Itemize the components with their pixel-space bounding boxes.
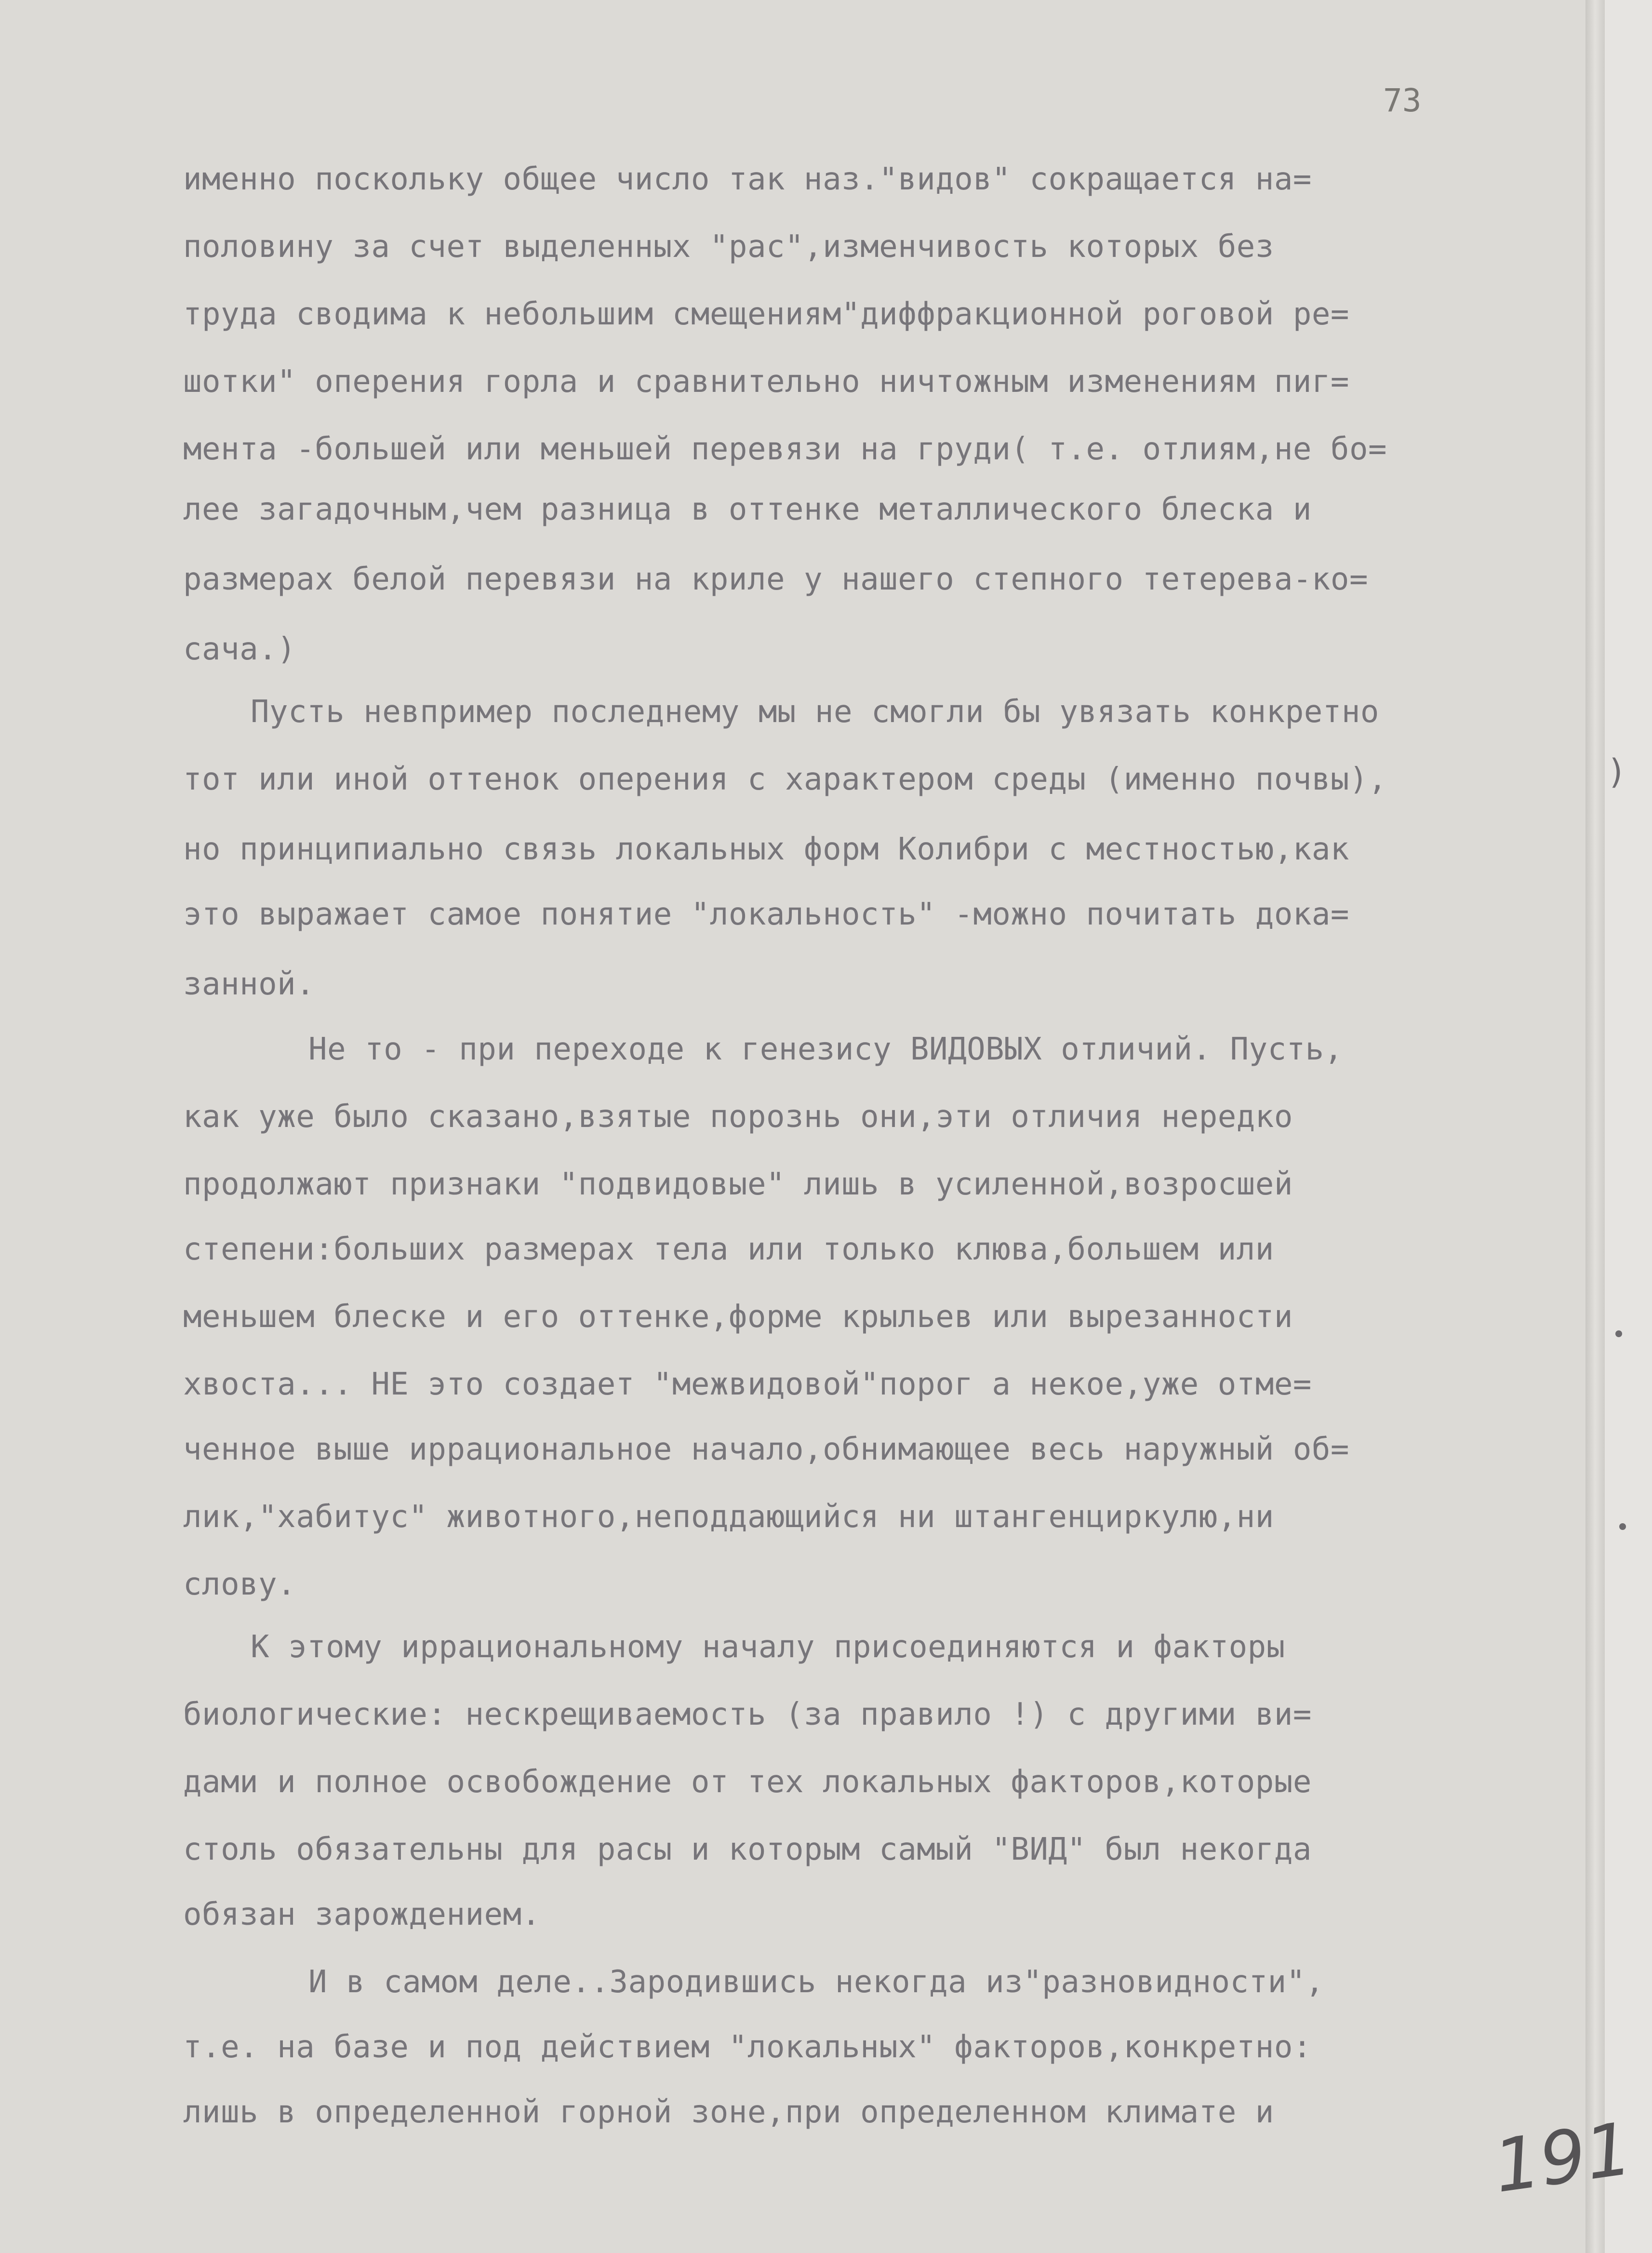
text-line: лишь в определенной горной зоне,при определенном климате и (183, 2094, 1274, 2130)
text-line: тот или иной оттенок оперения с характером среды (именно почвы), (183, 762, 1387, 797)
handwritten-folio-number: 191 (1489, 2106, 1638, 2210)
page-number: 73 (1383, 82, 1422, 119)
text-line: лик,"хабитус" животного,неподдающийся ни штангенциркулю,ни (183, 1499, 1274, 1535)
text-line: сача.) (183, 631, 296, 667)
text-line: хвоста... НЕ это создает "межвидовой"порог а некое,уже отме= (183, 1367, 1312, 1402)
text-line: лее загадочным,чем разница в оттенке металлического блеска и (183, 492, 1312, 527)
margin-mark (1619, 1523, 1626, 1530)
text-line: дами и полное освобождение от тех локальных факторов,которые (183, 1764, 1312, 1800)
margin-bracket: ) (1610, 752, 1623, 791)
text-line: слову. (183, 1567, 296, 1602)
text-line: шотки" оперения горла и сравнительно ничтожным изменениям пиг= (183, 364, 1349, 400)
text-line: мента -большей или меньшей перевязи на груди( т.е. отлиям,не бо= (183, 431, 1387, 467)
page-edge-shadow (1585, 0, 1605, 2253)
text-line: это выражает самое понятие "локальность" -можно почитать дока= (183, 897, 1349, 932)
text-line: Пусть невпример последнему мы не смогли бы увязать конкретно (251, 694, 1379, 730)
text-line: размерах белой перевязи на криле у нашего степного тетерева-ко= (183, 562, 1368, 597)
text-line: занной. (183, 966, 315, 1002)
next-page-strip (1605, 0, 1652, 2253)
text-line: именно поскольку общее число так наз."видов" сокращается на= (183, 161, 1312, 197)
text-line: т.е. на базе и под действием "локальных" факторов,конкретно: (183, 2029, 1312, 2065)
text-line: половину за счет выделенных "рас",изменчивость которых без (183, 229, 1274, 265)
text-line: столь обязательны для расы и которым самый "ВИД" был некогда (183, 1832, 1312, 1867)
text-line: И в самом деле..Зародившись некогда из"разновидности", (308, 1964, 1324, 2000)
text-line: степени:больших размерах тела или только клюва,большем или (183, 1232, 1274, 1267)
text-line: меньшем блеске и его оттенке,форме крыльев или вырезанности (183, 1299, 1293, 1335)
text-line: как уже было сказано,взятые порознь они,эти отличия нередко (183, 1099, 1293, 1135)
margin-mark (1615, 1330, 1622, 1337)
text-line: продолжают признаки "подвидовые" лишь в усиленной,возросшей (183, 1167, 1293, 1202)
text-line: но принципиально связь локальных форм Колибри с местностью,как (183, 831, 1349, 867)
text-line: биологические: нескрещиваемость (за правило !) с другими ви= (183, 1697, 1312, 1732)
text-line: труда сводима к небольшим смещениям"диффракционной роговой ре= (183, 296, 1349, 332)
text-line: Не то - при переходе к генезису ВИДОВЫХ отличий. Пусть, (308, 1032, 1343, 1067)
text-line: К этому иррациональному началу присоединяются и факторы (251, 1629, 1285, 1665)
text-line: ченное выше иррациональное начало,обнимающее весь наружный об= (183, 1432, 1349, 1467)
text-line: обязан зарождением. (183, 1897, 541, 1932)
